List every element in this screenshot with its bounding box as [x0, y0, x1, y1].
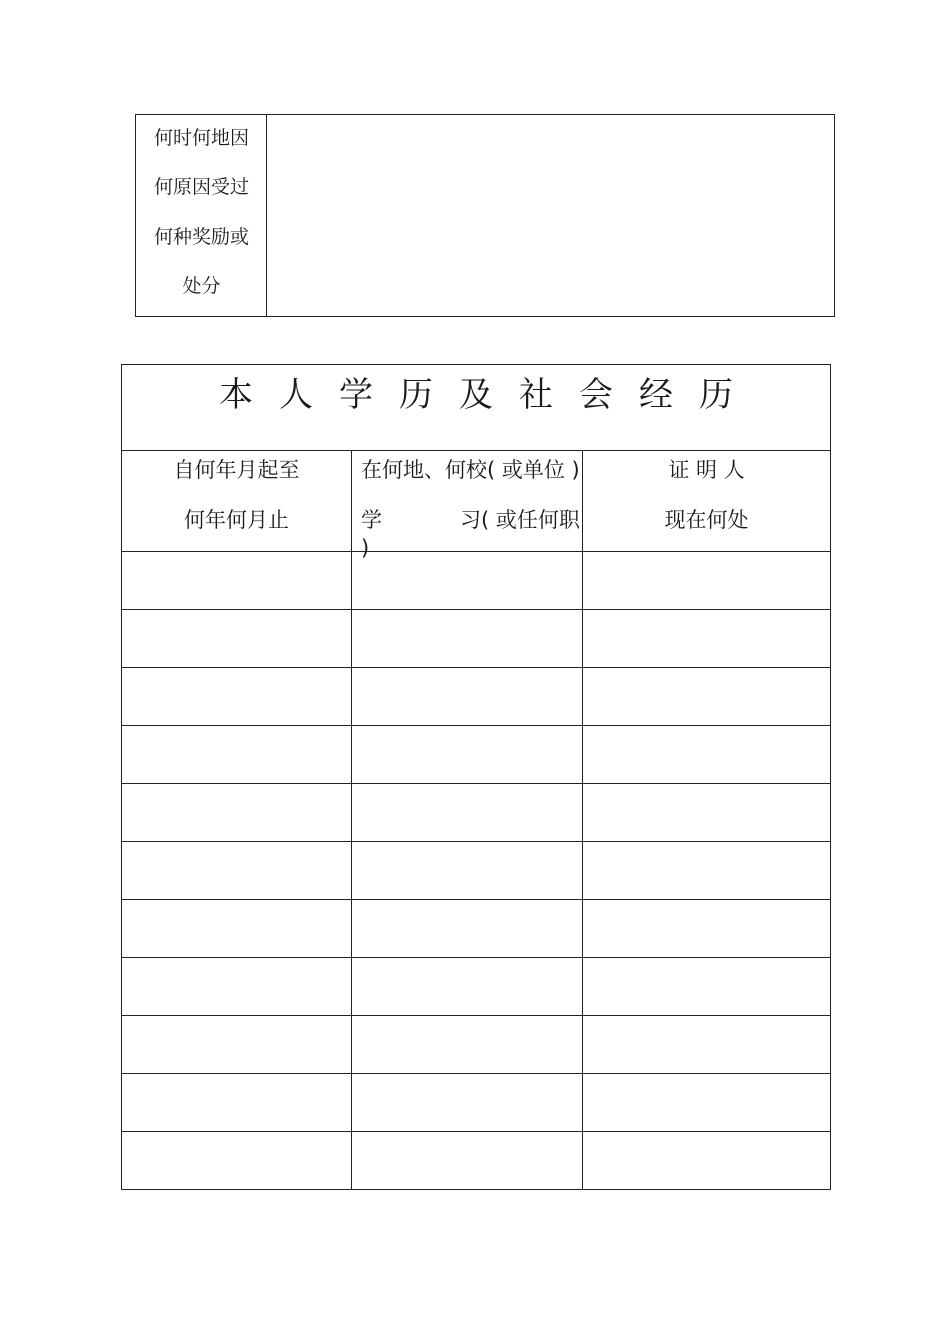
period-cell[interactable] — [122, 1132, 352, 1190]
period-cell[interactable] — [122, 668, 352, 726]
table-row — [122, 610, 831, 668]
witness-cell[interactable] — [583, 784, 831, 842]
header-fragment: 学 — [361, 508, 382, 532]
table-row — [122, 842, 831, 900]
place-cell[interactable] — [352, 1016, 583, 1074]
period-cell[interactable] — [122, 726, 352, 784]
period-cell[interactable] — [122, 1016, 352, 1074]
table-row — [122, 668, 831, 726]
table-row — [122, 900, 831, 958]
place-cell[interactable] — [352, 668, 583, 726]
witness-cell[interactable] — [583, 1074, 831, 1132]
witness-cell[interactable] — [583, 1132, 831, 1190]
header-line: 现在何处 — [664, 508, 749, 532]
label-line: 何时何地因 — [153, 127, 249, 149]
table-title-cell — [122, 365, 831, 451]
place-cell[interactable] — [352, 842, 583, 900]
header-fragment: 习( 或任何职 ) — [361, 508, 580, 560]
label-line: 处分 — [182, 275, 221, 297]
header-line: 何年何月止 — [184, 508, 289, 532]
place-cell[interactable] — [352, 900, 583, 958]
column-header-place — [352, 451, 583, 560]
header-line: 在何地、何校( 或单位 ) — [361, 458, 580, 482]
place-cell[interactable] — [352, 1132, 583, 1190]
header-line: 自何年月起至 — [173, 458, 300, 482]
period-cell[interactable] — [122, 610, 352, 668]
table-row — [122, 1074, 831, 1132]
period-cell[interactable] — [122, 552, 352, 610]
period-cell[interactable] — [122, 784, 352, 842]
reward-punishment-table — [135, 114, 835, 317]
place-cell[interactable] — [352, 610, 583, 668]
period-cell[interactable] — [122, 958, 352, 1016]
place-cell[interactable] — [352, 1074, 583, 1132]
place-cell[interactable] — [352, 726, 583, 784]
column-header-period — [122, 451, 352, 552]
witness-cell[interactable] — [583, 900, 831, 958]
period-cell[interactable] — [122, 900, 352, 958]
reward-punishment-label — [136, 115, 267, 316]
header-line — [352, 506, 582, 562]
witness-cell[interactable] — [583, 610, 831, 668]
table-title: 本人学历及社会经历 — [219, 375, 759, 415]
label-line: 何种奖励或 — [153, 226, 249, 248]
table-row — [122, 1132, 831, 1190]
table-row — [122, 726, 831, 784]
witness-cell[interactable] — [583, 958, 831, 1016]
period-cell[interactable] — [122, 842, 352, 900]
witness-cell[interactable] — [583, 1016, 831, 1074]
header-line: 证 明 人 — [668, 458, 745, 482]
place-cell[interactable] — [352, 958, 583, 1016]
column-header-witness — [583, 451, 831, 552]
table-row — [122, 958, 831, 1016]
witness-cell[interactable] — [583, 668, 831, 726]
witness-cell[interactable] — [583, 552, 831, 610]
table-row — [122, 1016, 831, 1074]
label-line: 何原因受过 — [153, 176, 249, 198]
witness-cell[interactable] — [583, 726, 831, 784]
reward-punishment-field[interactable] — [267, 115, 834, 316]
period-cell[interactable] — [122, 1074, 352, 1132]
education-history-table — [121, 364, 830, 1181]
witness-cell[interactable] — [583, 842, 831, 900]
table-row — [122, 784, 831, 842]
place-cell[interactable] — [352, 784, 583, 842]
